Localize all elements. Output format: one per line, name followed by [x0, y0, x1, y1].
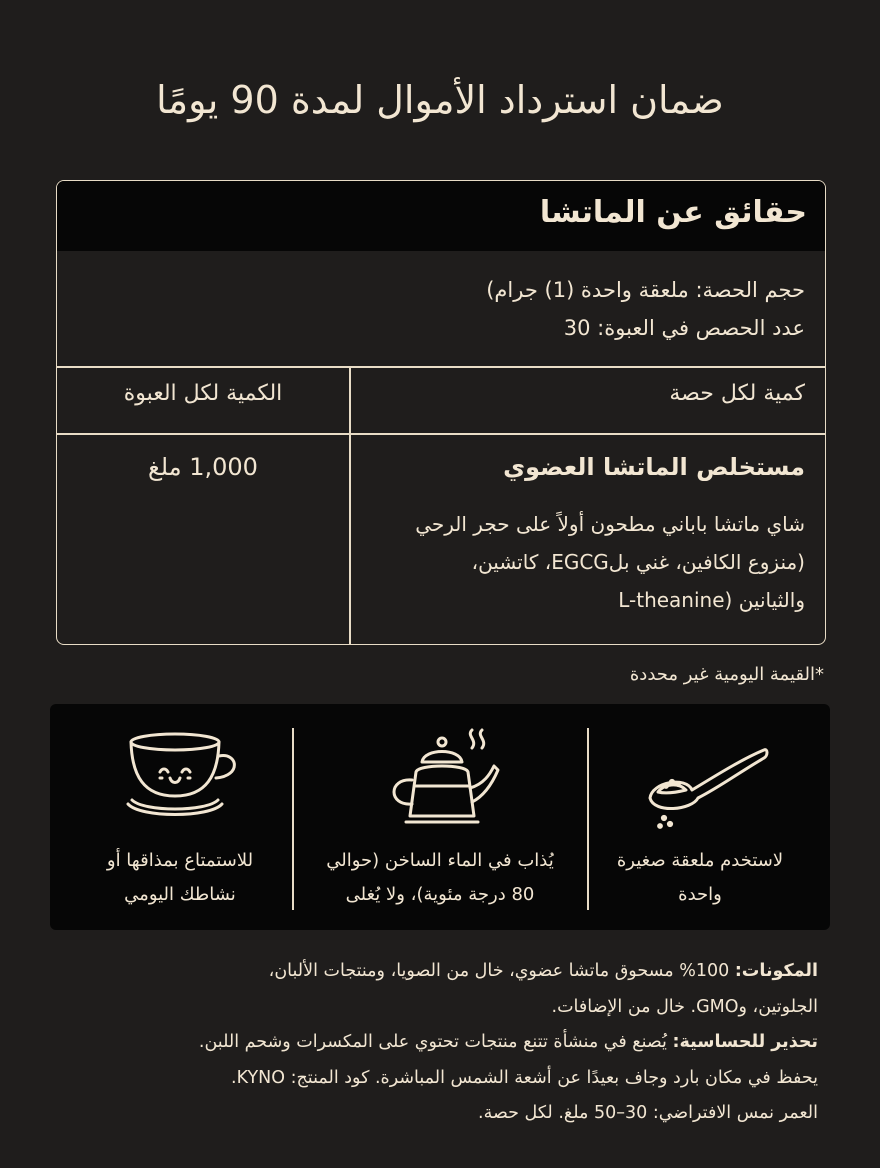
- kettle-text-line: 80 درجة مئوية)، ولا يُغلى: [345, 884, 535, 905]
- storage-line: يحفظ في مكان بارد وجاف بعيدًا عن أشعة الشمس المباشرة. كود المنتج: KYNO.: [231, 1067, 818, 1088]
- ingredients-label: المكونات:: [734, 961, 818, 981]
- dosage-line: العمر نمس الافتراضي: 30–50 ملغ. لكل حصة.: [478, 1103, 818, 1123]
- divider: [57, 433, 825, 435]
- facts-header: [57, 181, 825, 251]
- kettle-text-line: يُذاب في الماء الساخن (حوالي: [326, 850, 554, 871]
- extract-name: مستخلص الماتشا العضوي: [503, 453, 805, 481]
- ingredients-text: 100% مسحوق ماتشا عضوي، خال من الصويا، ومنتجات الألبان،: [268, 961, 735, 981]
- spoon-icon: [640, 726, 770, 836]
- divider: [57, 366, 825, 368]
- product-notes: [58, 954, 818, 1132]
- page-title: ضمان استرداد الأموال لمدة 90 يومًا: [156, 78, 724, 122]
- cup-text-line: نشاطك اليومي: [124, 884, 236, 905]
- extract-desc-line: شاي ماتشا باباني مطحون أولاً على حجر الرحي: [415, 512, 805, 536]
- serving-info: [105, 271, 805, 347]
- extract-desc-line: والثيانين (L-theanine: [618, 588, 805, 612]
- usage-cup: [50, 704, 310, 930]
- ingredients-line-2: الجلوتين، وGMO. خال من الإضافات.: [551, 996, 818, 1017]
- col-per-container: الكمية لكل العبوة: [123, 381, 283, 406]
- matcha-facts-panel: [56, 180, 826, 645]
- cup-instruction: [60, 844, 300, 912]
- facts-heading: حقائق عن الماتشا: [539, 195, 807, 230]
- col-per-serving: كمية لكل حصة: [669, 381, 805, 406]
- kettle-icon: [380, 726, 510, 836]
- spoon-text-line: لاستخدم ملعقة صغيرة: [616, 850, 784, 871]
- usage-spoon: [570, 704, 830, 930]
- cup-text-line: للاستمتاع بمذاقها أو: [106, 850, 254, 871]
- spoon-instruction: [580, 844, 820, 912]
- extract-amount: 1,000 ملغ: [148, 453, 258, 481]
- spoon-text-line: واحدة: [678, 884, 722, 905]
- extract-description: [365, 505, 805, 619]
- extract-desc-line: (منزوع الكافين، غني بلEGCG، كاتشين،: [471, 550, 805, 574]
- allergy-label: تحذير للحساسية:: [672, 1032, 818, 1052]
- allergy-line: [58, 1025, 818, 1061]
- column-divider: [349, 367, 351, 645]
- allergy-text: يُصنع في منشأة تتنع منتجات تحتوي على المكسرات وشحم اللبن.: [198, 1032, 673, 1052]
- usage-kettle: [310, 704, 570, 930]
- usage-divider: [587, 728, 589, 910]
- ingredients-line: [58, 954, 818, 990]
- servings-per-container: عدد الحصص في العبوة: 30: [563, 316, 805, 340]
- serving-size: حجم الحصة: ملعقة واحدة (1) جرام): [486, 278, 805, 302]
- daily-value-note: *القيمة اليومية غير محددة: [629, 664, 824, 685]
- kettle-instruction: [320, 844, 560, 912]
- usage-panel: [50, 704, 830, 930]
- teacup-icon: [120, 726, 250, 836]
